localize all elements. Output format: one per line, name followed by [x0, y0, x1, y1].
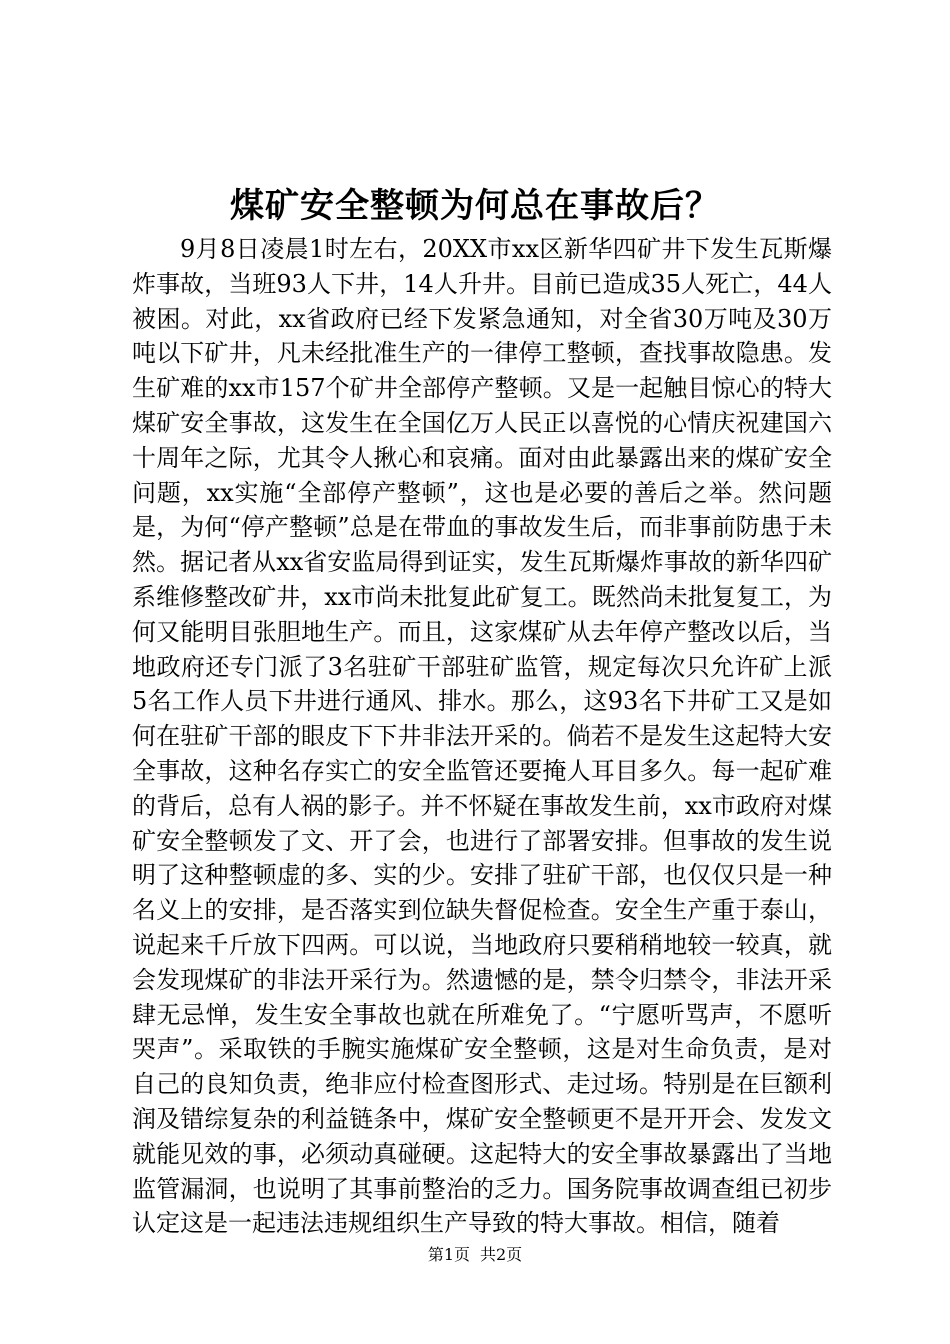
- body-paragraph: 9月8日凌晨1时左右，20XX市xx区新华四矿井下发生瓦斯爆炸事故，当班93人下井，14人升井。目前已造成35人死亡，44人被困。对此，xx省政府已经下发紧急通知，对全省30万吨及30万吨以下矿井，凡未经批准生产的一律停工整顿，查找事故隐患。发生矿难的xx市157个矿井全部停产整顿。又是一起触目惊心的特大煤矿安全事故，这发生在全国亿万人民正以喜悦的心情庆祝建国六十周年之际，尤其令人揪心和哀痛。面对由此暴露出来的煤矿安全问题，xx实施“全部停产整顿”，这也是必要的善后之举。然问题是，为何“停产整顿”总是在带血的事故发生后，而非事前防患于未然。据记者从xx省安监局得到证实，发生瓦斯爆炸事故的新华四矿系维修整改矿井，xx市尚未批复此矿复工。既然尚未批复复工，为何又能明目张胆地生产。而且，这家煤矿从去年停产整改以后，当地政府还专门派了3名驻矿干部驻矿监管，规定每次只允许矿上派5名工作人员下井进行通风、排水。那么，这93名下井矿工又是如何在驻矿干部的眼皮下下井非法开采的。倘若不是发生这起特大安全事故，这种名存实亡的安全监管还要掩人耳目多久。每一起矿难的背后，总有人祸的影子。并不怀疑在事故发生前，xx市政府对煤矿安全整顿发了文、开了会，也进行了部署安排。但事故的发生说明了这种整顿虚的多、实的少。安排了驻矿干部，也仅仅只是一种名义上的安排，是否落实到位缺失督促检查。安全生产重于泰山，说起来千斤放下四两。可以说，当地政府只要稍稍地较一较真，就会发现煤矿的非法开采行为。然遗憾的是，禁令归禁令，非法开采肆无忌惮，发生安全事故也就在所难免了。“宁愿听骂声，不愿听哭声”。采取铁的手腕实施煤矿安全整顿，这是对生命负责，是对自己的良知负责，绝非应付检查图形式、走过场。特别是在巨额利润及错综复杂的利益链条中，煤矿安全整顿更不是开开会、发发文就能见效的事，必须动真碰硬。这起特大的安全事故暴露出了当地监管漏洞，也说明了其事前整治的乏力。国务院事故调查组已初步认定这是一起违法违规组织生产导致的特大事故。相信，随着: [132, 235, 832, 1238]
- page-title: 煤矿安全整顿为何总在事故后？: [230, 186, 720, 226]
- page-number-current: 第1页: [427, 1245, 470, 1264]
- page-number-total: 共2页: [480, 1245, 523, 1264]
- page-footer: [0, 1244, 950, 1266]
